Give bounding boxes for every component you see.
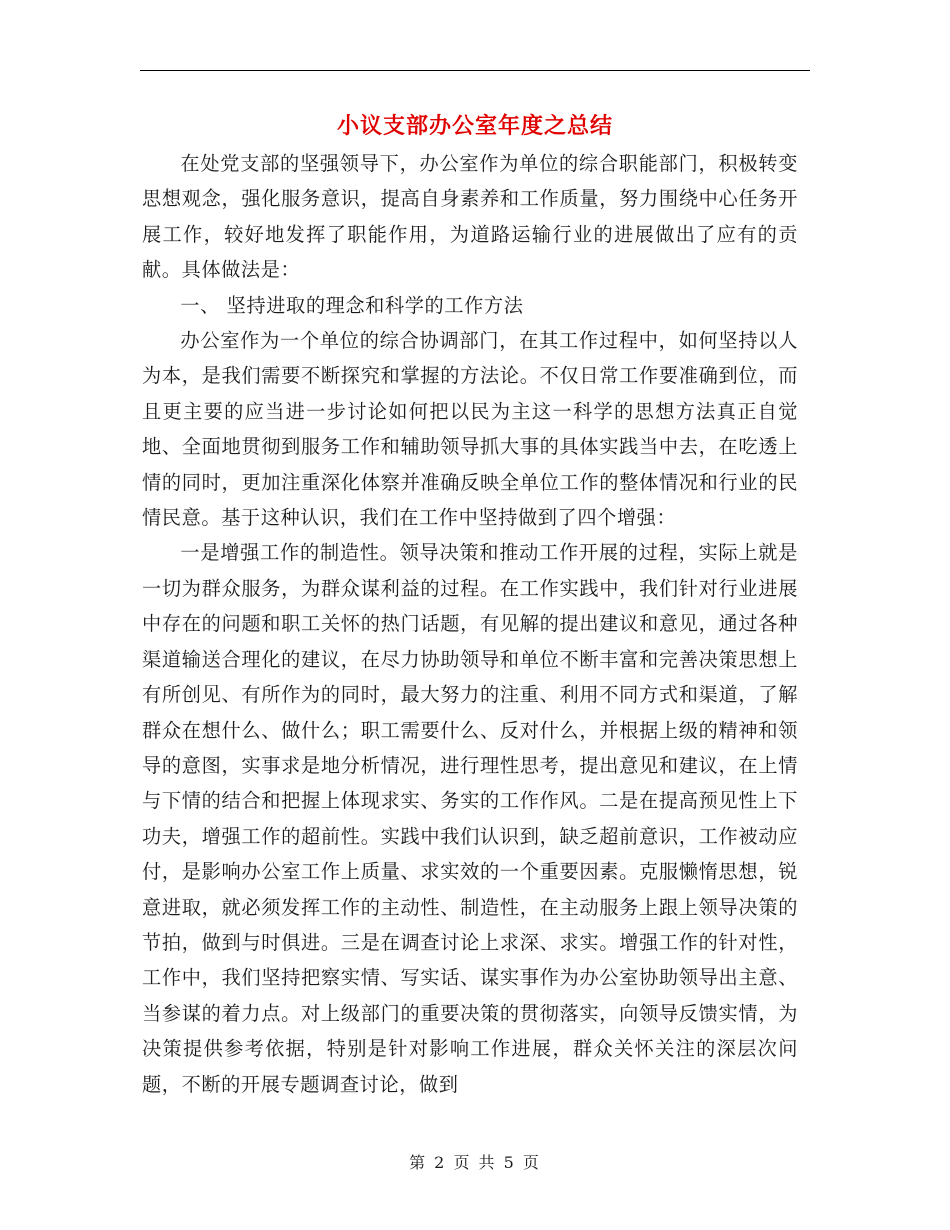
document-body [142, 146, 798, 1102]
section-heading: 一、 坚持进取的理念和科学的工作方法 [180, 293, 524, 317]
header-rule [140, 70, 810, 71]
page-number-footer: 第 2 页 共 5 页 [409, 1153, 541, 1172]
paragraph-method: 办公室作为一个单位的综合协调部门，在其工作过程中，如何坚持以人为本，是我们需要不断探究和掌握的方法论。不仅日常工作要准确到位，而且更主要的应当进一步讨论如何把以民为主这一科学的思想方法真正自觉地、全面地贯彻到服务工作和辅助领导抓大事的具体实践当中去，在吃透上情的同时，更加注重深化体察并准确反映全单位工作的整体情况和行业的民情民意。基于这种认识，我们在工作中坚持做到了四个增强： [142, 329, 798, 530]
document-title: 小议支部办公室年度之总结 [336, 113, 613, 139]
paragraph-four-strengthen: 一是增强工作的制造性。领导决策和推动工作开展的过程，实际上就是一切为群众服务，为群众谋利益的过程。在工作实践中，我们针对行业进展中存在的问题和职工关怀的热门话题，有见解的提出建议和意见，通过各种渠道输送合理化的建议，在尽力协助领导和单位不断丰富和完善决策思想上有所创见、有所作为的同时，最大努力的注重、利用不同方式和渠道，了解群众在想什么、做什么；职工需要什么、反对什么，并根据上级的精神和领导的意图，实事求是地分析情况，进行理性思考，提出意见和建议，在上情与下情的结合和把握上体现求实、务实的工作作风。二是在提高预见性上下功夫，增强工作的超前性。实践中我们认识到，缺乏超前意识，工作被动应付，是影响办公室工作上质量、求实效的一个重要因素。克服懒惰思想，锐意进取，就必须发挥工作的主动性、制造性，在主动服务上跟上领导决策的节拍，做到与时俱进。三是在调查讨论上求深、求实。增强工作的针对性，工作中，我们坚持把察实情、写实话、谋实事作为办公室协助领导出主意、当参谋的着力点。对上级部门的重要决策的贯彻落实，向领导反馈实情，为决策提供参考依据，特别是针对影响工作进展，群众关怀关注的深层次问题，不断的开展专题调查讨论，做到 [142, 541, 798, 1096]
paragraph-intro: 在处党支部的坚强领导下，办公室作为单位的综合职能部门，积极转变思想观念，强化服务意识，提高自身素养和工作质量，努力围绕中心任务开展工作，较好地发挥了职能作用，为道路运输行业的进展做出了应有的贡献。具体做法是： [142, 152, 798, 282]
